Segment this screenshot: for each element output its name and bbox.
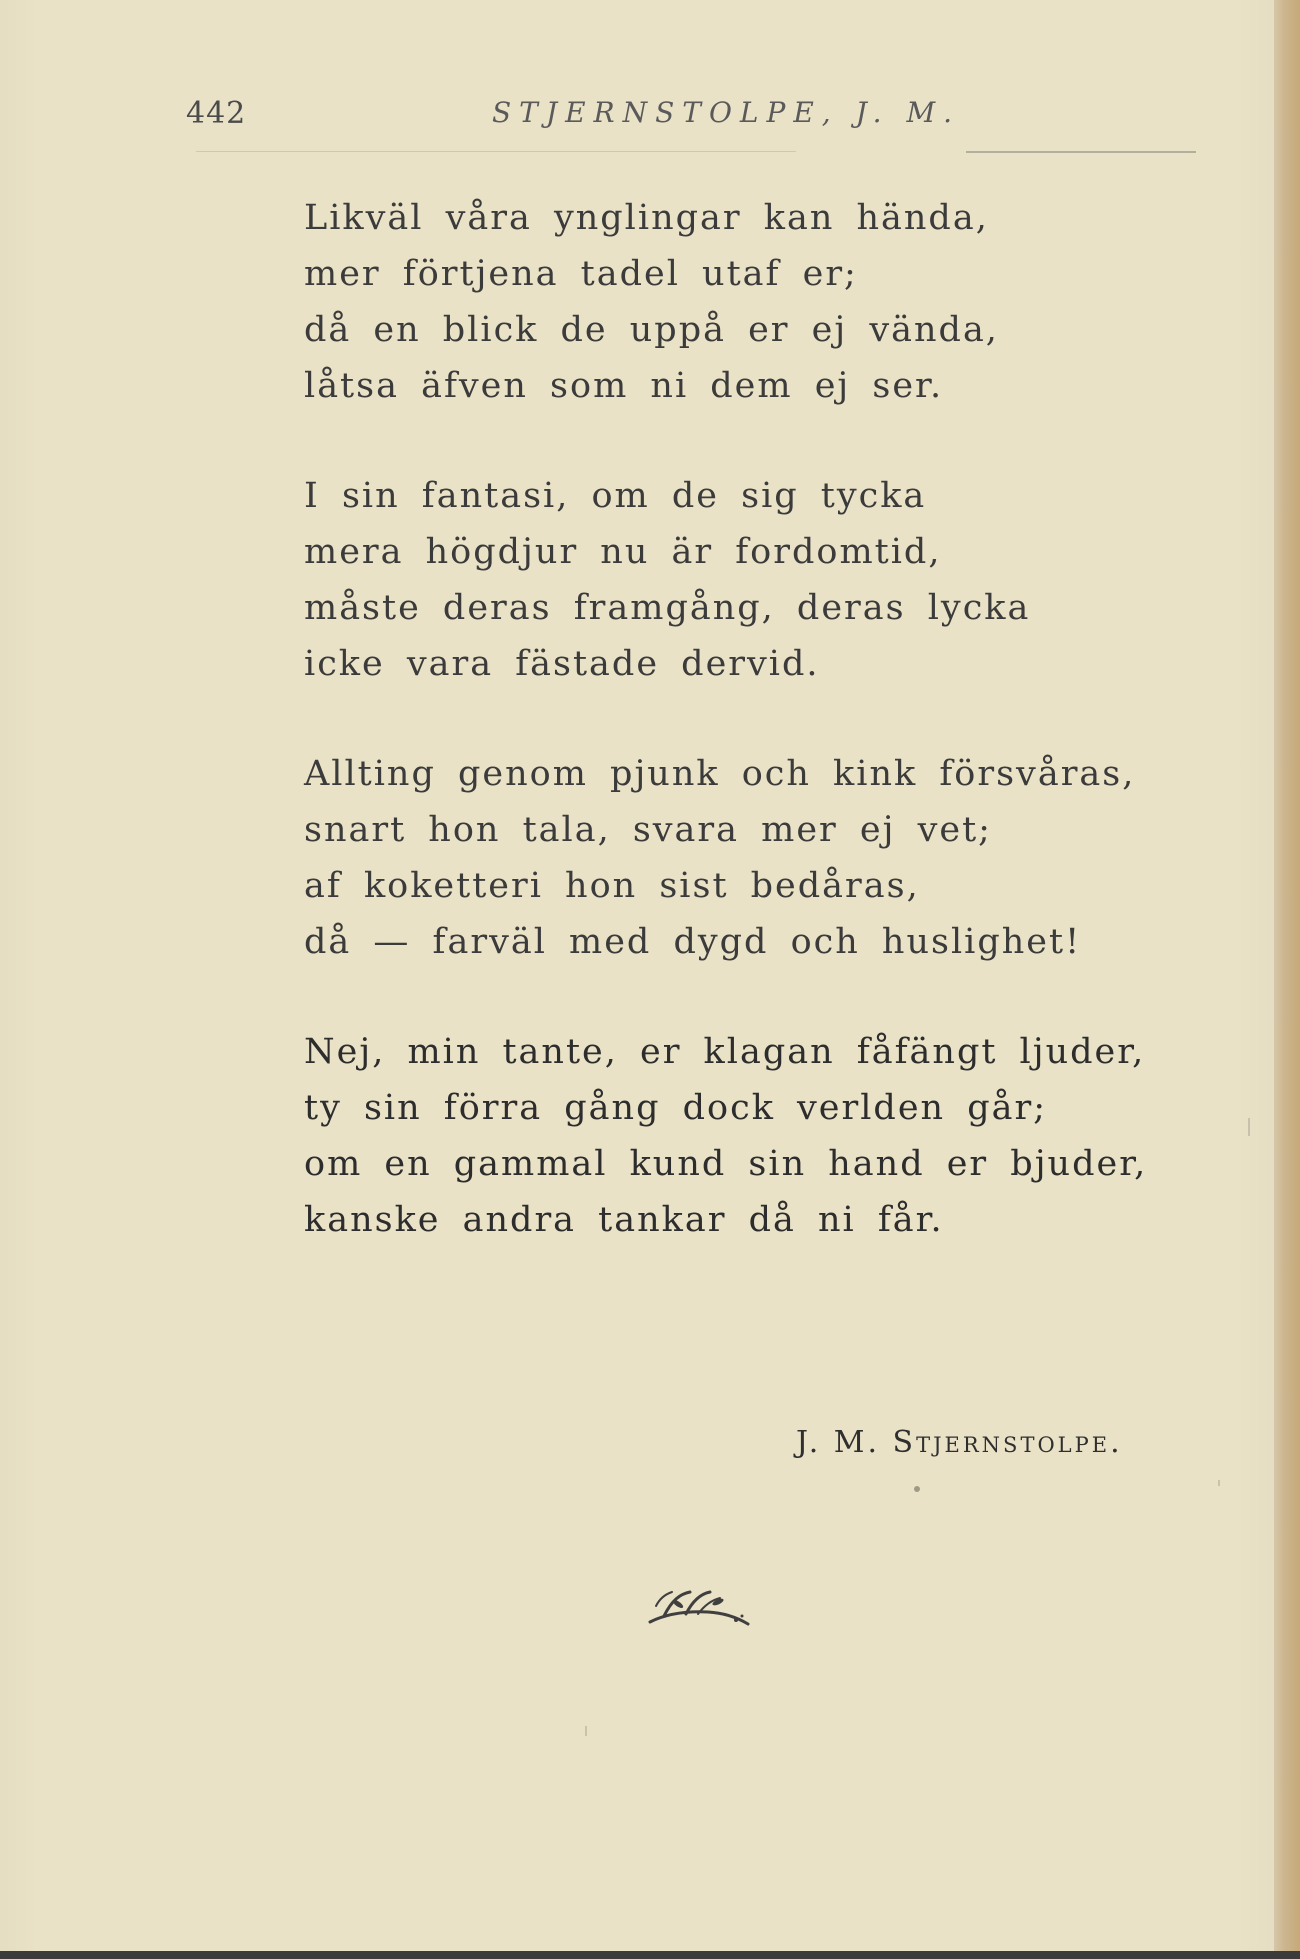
poem-line: Likväl våra ynglingar kan hända, [304,198,989,238]
stanza [304,1024,1148,1248]
poem-line: mera högdjur nu är fordomtid, [304,532,942,572]
paper-speck [1248,1118,1250,1136]
paper-speck [1218,1480,1220,1486]
poem-line: låtsa äfven som ni dem ej ser. [304,366,944,406]
header-rule-right [966,151,1196,153]
floral-ornament-icon [644,1580,754,1630]
poem-line: Allting genom pjunk och kink försvåras, [304,754,1136,794]
running-head: STJERNSTOLPE, J. M. [492,96,961,129]
poem [304,190,1148,1302]
poem-line: om en gammal kund sin hand er bjuder, [304,1144,1148,1184]
paper-speck [585,1726,587,1736]
page-bottom-edge [0,1951,1300,1959]
page-header [186,96,1196,136]
ink-dot [914,1486,920,1492]
header-rule-left [196,151,796,152]
poem-line: då en blick de uppå er ej vända, [304,310,999,350]
stanza [304,190,1144,414]
author-signature: J. M. Stjernstolpe. [796,1425,1123,1460]
poem-line: måste deras framgång, deras lycka [304,588,1031,628]
poem-line: ty sin förra gång dock verlden går; [304,1088,1048,1128]
poem-line: snart hon tala, svara mer ej vet; [304,810,992,850]
poem-line: I sin fantasi, om de sig tycka [304,476,927,516]
stanza [304,746,1144,970]
poem-line: af koketteri hon sist bedåras, [304,866,920,906]
poem-line: då — farväl med dygd och huslighet! [304,922,1082,962]
poem-line: icke vara fästade dervid. [304,644,820,684]
poem-line: mer förtjena tadel utaf er; [304,254,858,294]
page-edge [1274,0,1300,1959]
page-number: 442 [186,96,247,131]
poem-line: kanske andra tankar då ni får. [304,1200,944,1240]
stanza [304,468,1144,692]
poem-line: Nej, min tante, er klagan fåfängt ljuder, [304,1032,1146,1072]
